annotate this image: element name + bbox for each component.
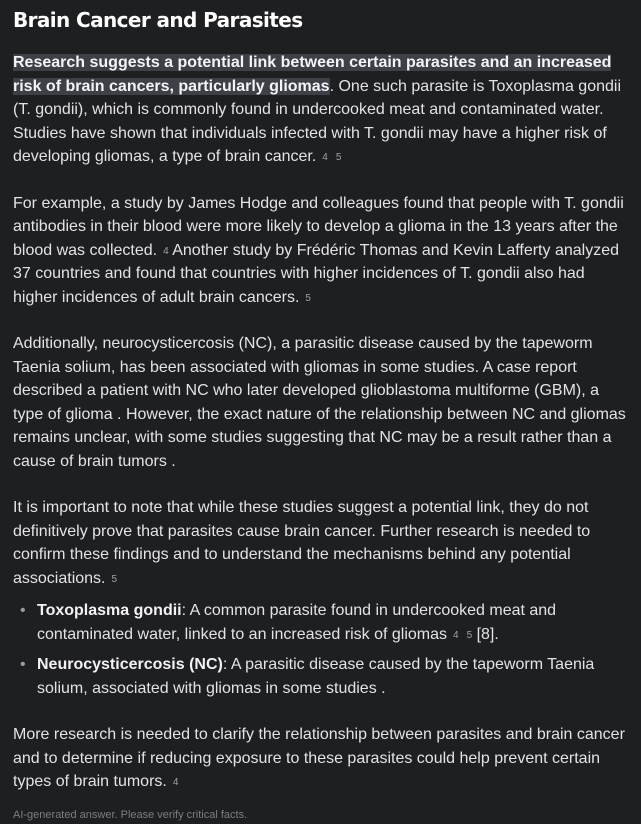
list-item — [13, 599, 627, 646]
citation-link[interactable]: 5 — [335, 152, 342, 163]
bullet-dot: • — [20, 656, 26, 673]
paragraph-intro — [13, 51, 627, 169]
citation-link[interactable]: 4 — [322, 152, 328, 163]
summary-list — [13, 599, 627, 700]
bullet-dot: • — [20, 602, 26, 619]
citation-link[interactable]: 4 — [172, 777, 179, 788]
citation-link[interactable]: 4 — [163, 245, 169, 257]
paragraph-neurocysticercosis: Additionally, neurocysticercosis (NC), a parasitic disease caused by the tapeworm Taenia solium, has been associated with gliomas in some studies. A case report described a patient with NC who later developed glioblastoma multiforme (GBM), a type of glioma . However, the exact nature of the relationship between NC and gliomas remains unclear, with some studies suggesting that NC may be a result rather than a cause of brain tumors . — [13, 335, 626, 470]
citation-link[interactable]: 5 — [305, 292, 311, 304]
list-item-reference: [8]. — [476, 625, 499, 643]
list-item-text: : A common parasite found in undercooked meat and contaminated water, linked to an increased risk of gliomas — [37, 602, 557, 643]
paragraph-conclusion — [13, 723, 627, 794]
answer-title: Brain Cancer and Parasites — [13, 8, 303, 32]
paragraph-caveat-text: It is important to note that while these studies suggest a potential link, they do not definitively prove that parasites cause brain cancer. Further research is needed to confirm these findings and to understand the mechanisms behind any potential associations. — [13, 499, 591, 587]
list-item-term: Neurocysticercosis (NC) — [37, 656, 223, 673]
ai-disclaimer: AI-generated answer. Please verify critical facts. — [13, 808, 248, 821]
list-item-term: Toxoplasma gondii — [37, 602, 182, 619]
citation-link[interactable]: 4 — [453, 629, 459, 641]
highlighted-summary: Research suggests a potential link between certain parasites and an increased risk of brain cancers, particularly gliomas — [13, 54, 612, 95]
citation-link[interactable]: 5 — [111, 573, 118, 585]
paragraph-studies — [13, 192, 627, 310]
paragraph-studies-text-b: Another study by Frédéric Thomas and Kevin Lafferty analyzed 37 countries and found that countries with higher incidences of T. gondii also had higher incidences of adult brain cancers. — [13, 241, 619, 306]
list-item-text: : A parasitic disease caused by the tapeworm Taenia solium, associated with gliomas in some studies . — [37, 656, 595, 697]
citation-link[interactable]: 5 — [466, 629, 473, 641]
paragraph-conclusion-text: More research is needed to clarify the relationship between parasites and brain cancer and to determine if reducing exposure to these parasites could help prevent certain types of brain tumors. — [13, 726, 625, 790]
list-item — [13, 653, 627, 700]
paragraph-intro-text: . One such parasite is Toxoplasma gondii (T. gondii), which is commonly found in undercooked meat and contaminated water. Studies have shown that individuals infected with T. gondii may have a higher risk of developing gliomas, a type of brain cancer. — [13, 77, 621, 165]
paragraph-studies-text-a: For example, a study by James Hodge and colleagues found that people with T. gondii antibodies in their blood were more likely to develop a glioma in the 13 years after the blood was collected. — [13, 194, 624, 259]
paragraph-caveat — [13, 496, 627, 590]
